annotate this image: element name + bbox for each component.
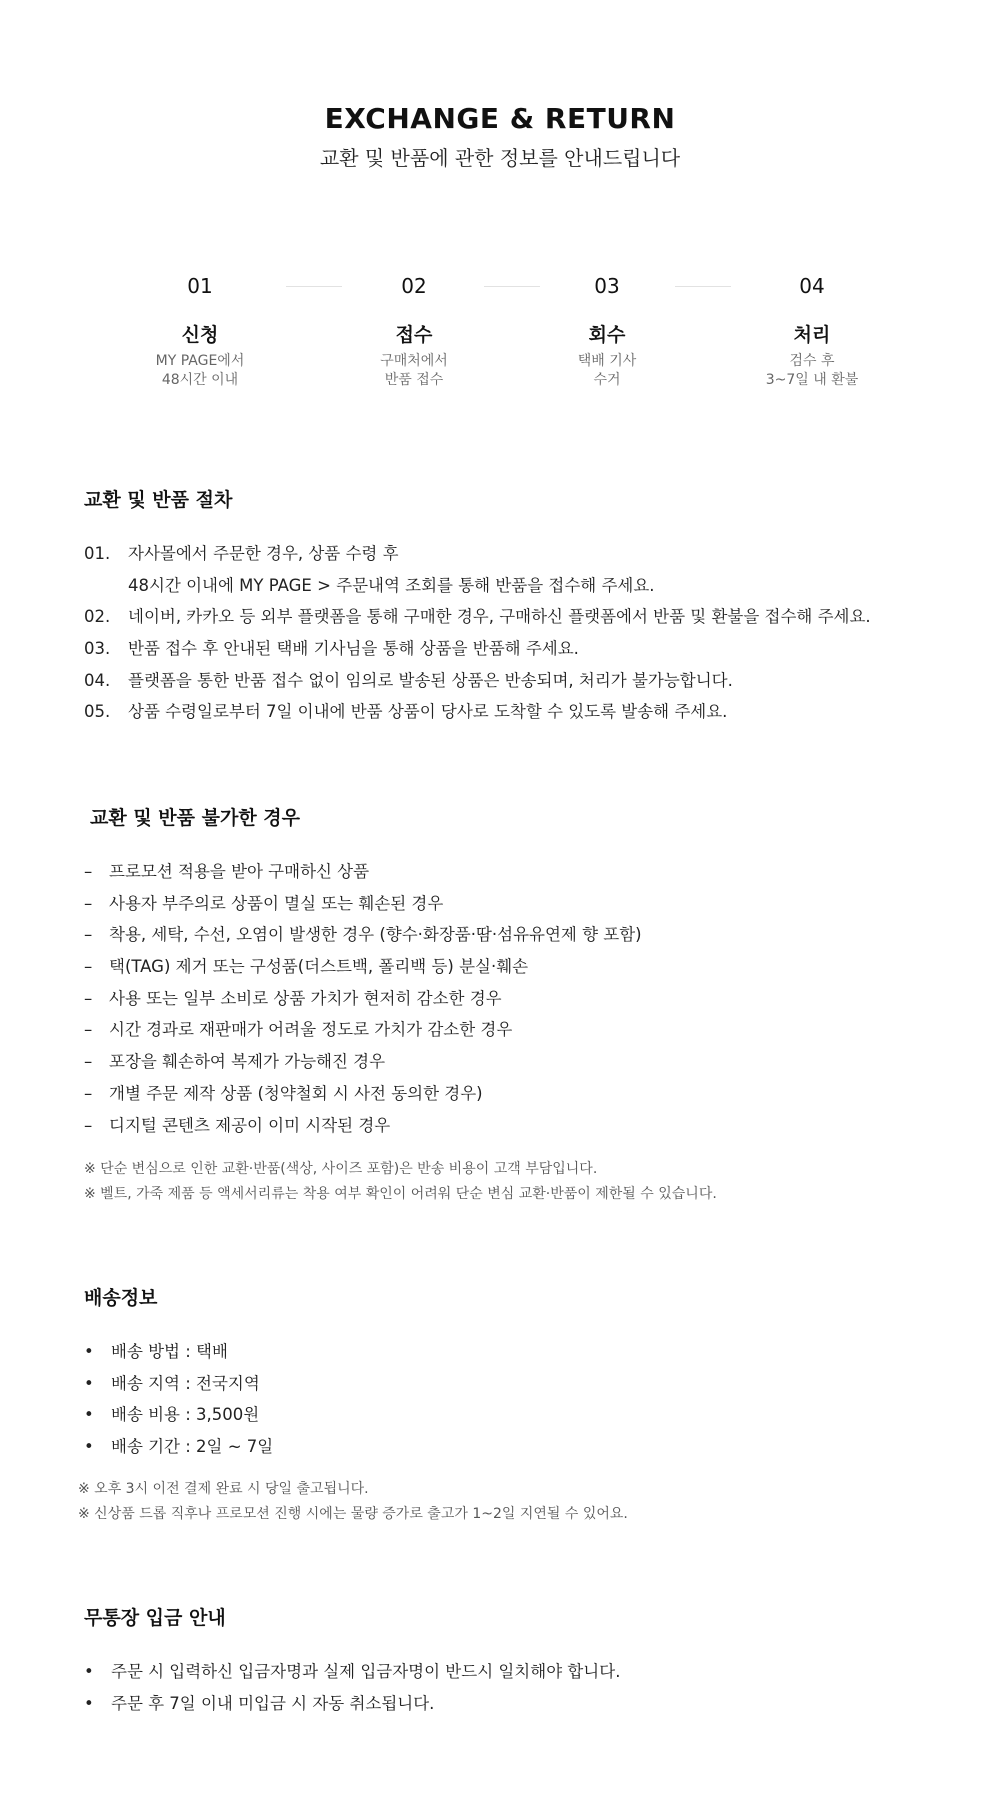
bullet-marker: • [84,1342,94,1361]
dash-marker: – [84,925,93,945]
list-item-text-continued: 48시간 이내에 MY PAGE > 주문내역 조회를 통해 반품을 접수해 주세요. [128,575,655,595]
section-title: 무통장 입금 안내 [84,1607,226,1629]
list-item [84,919,964,951]
step-description [314,352,514,390]
step-title: 처리 [793,324,831,346]
list-item [84,1399,964,1431]
step-number: 04 [799,274,825,298]
notice-line: ※ 신상품 드롭 직후나 프로모션 진행 시에는 물량 증가로 출고가 1~2일 지연될 수 있어요. [78,1506,628,1522]
dash-marker: – [84,862,93,881]
dash-marker: – [84,957,93,977]
shipping-list [84,1336,964,1463]
step-title: 회수 [588,324,626,346]
list-item [84,983,964,1015]
step-pickup [507,272,707,390]
list-item [84,951,964,983]
step-apply [100,272,300,390]
list-item-text: 상품 수령일로부터 7일 이내에 반품 상품이 당사로 도착할 수 있도록 발송해 주세요. [128,702,728,722]
list-item-text: 택(TAG) 제거 또는 구성품(더스트백, 폴리백 등) 분실·훼손 [109,957,529,977]
dash-marker: – [84,988,93,1008]
list-item-number: 04. [84,670,111,690]
bullet-marker: • [84,1373,94,1393]
page-title: EXCHANGE & RETURN [324,102,676,135]
list-item-number: 01. [84,544,111,563]
step-receive [314,272,514,390]
list-item [84,1656,964,1688]
page-subtitle: 교환 및 반품에 관한 정보를 안내드립니다 [319,146,681,170]
bullet-marker: • [84,1405,94,1425]
process-steps [0,272,1000,402]
list-item-text: 주문 후 7일 이내 미입금 시 자동 취소됩니다. [111,1693,435,1713]
list-item [84,601,964,633]
list-item [84,1078,964,1110]
dash-marker: – [84,1115,93,1135]
list-item-text: 개별 주문 제작 상품 (청약철회 시 사전 동의한 경우) [109,1083,483,1103]
step-process [712,272,912,390]
list-item-text: 주문 시 입력하신 입금자명과 실제 입금자명이 반드시 일치해야 합니다. [111,1662,621,1681]
procedure-list [84,538,964,728]
section-title: 교환 및 반품 절차 [84,489,233,511]
list-item-number: 05. [84,702,111,722]
bullet-marker: • [84,1662,94,1681]
list-item-text: 사용자 부주의로 상품이 멸실 또는 훼손된 경우 [109,893,444,913]
list-item [84,1368,964,1400]
list-item [84,1014,964,1046]
step-description [100,352,300,390]
list-item [84,1110,964,1142]
list-item [84,1336,964,1368]
dash-marker: – [84,1020,93,1040]
list-item-text: 프로모션 적용을 받아 구매하신 상품 [109,862,370,881]
list-item [84,633,964,665]
notice-notes [84,1157,717,1207]
list-item [84,1688,964,1720]
list-item-text: 배송 기간 : 2일 ~ 7일 [111,1437,274,1457]
notice-line: ※ 오후 3시 이전 결제 완료 시 당일 출고됩니다. [78,1481,369,1497]
list-item-text: 반품 접수 후 안내된 택배 기사님을 통해 상품을 반품해 주세요. [128,639,579,659]
list-item [84,665,964,697]
step-description-line: 48시간 이내 [161,372,239,388]
list-item [84,856,964,888]
list-item-text: 배송 지역 : 전국지역 [111,1373,260,1393]
deposit-list [84,1656,964,1719]
step-description-line: 검수 후 [789,353,835,369]
dash-marker: – [84,1083,93,1103]
list-item-text: 사용 또는 일부 소비로 상품 가치가 현저히 감소한 경우 [109,988,502,1008]
section-title: 배송정보 [84,1287,158,1309]
step-title: 접수 [395,324,433,346]
list-item-text: 플랫폼을 통한 반품 접수 없이 임의로 발송된 상품은 반송되며, 처리가 불가능합니다. [128,670,733,690]
step-description-line: MY PAGE에서 [155,353,245,369]
list-item-text: 배송 비용 : 3,500원 [111,1405,260,1425]
step-description-line: 반품 접수 [384,372,444,388]
page-header [0,100,1000,172]
list-item-number: 03. [84,639,111,659]
list-item [84,538,964,601]
step-number: 02 [401,274,427,298]
dash-marker: – [84,893,93,913]
list-item [84,1046,964,1078]
list-item [84,1431,964,1463]
unavailable-list [84,856,964,1141]
list-item-text: 포장을 훼손하여 복제가 가능해진 경우 [109,1052,386,1072]
notice-line: ※ 단순 변심으로 인한 교환·반품(색상, 사이즈 포함)은 반송 비용이 고객 부담입니다. [84,1161,598,1177]
shipping-notes [78,1477,628,1527]
step-description-line: 택배 기사 [577,353,637,369]
section-title: 교환 및 반품 불가한 경우 [90,807,300,829]
list-item-text: 착용, 세탁, 수선, 오염이 발생한 경우 (향수·화장품·땀·섬유유연제 향 포함) [109,925,642,945]
step-description [507,352,707,390]
step-number: 01 [187,274,213,298]
bullet-marker: • [84,1437,94,1457]
step-description [712,352,912,390]
list-item-text: 디지털 콘텐츠 제공이 이미 시작된 경우 [109,1115,391,1135]
list-item-text: 자사몰에서 주문한 경우, 상품 수령 후 [128,544,399,563]
list-item-text: 배송 방법 : 택배 [111,1342,228,1361]
step-title: 신청 [181,324,219,346]
bullet-marker: • [84,1693,94,1713]
list-item [84,888,964,920]
step-description-line: 3~7일 내 환불 [765,372,859,388]
dash-marker: – [84,1052,93,1072]
step-description-line: 수거 [593,372,621,388]
list-item-number: 02. [84,607,111,627]
notice-line: ※ 벨트, 가죽 제품 등 액세서리류는 착용 여부 확인이 어려워 단순 변심 교환·반품이 제한될 수 있습니다. [84,1186,717,1202]
list-item [84,696,964,728]
list-item-text: 시간 경과로 재판매가 어려울 정도로 가치가 감소한 경우 [109,1020,513,1040]
list-item-text: 네이버, 카카오 등 외부 플랫폼을 통해 구매한 경우, 구매하신 플랫폼에서 반품 및 환불을 접수해 주세요. [128,607,871,627]
step-description-line: 구매처에서 [380,353,448,369]
step-number: 03 [594,274,620,298]
